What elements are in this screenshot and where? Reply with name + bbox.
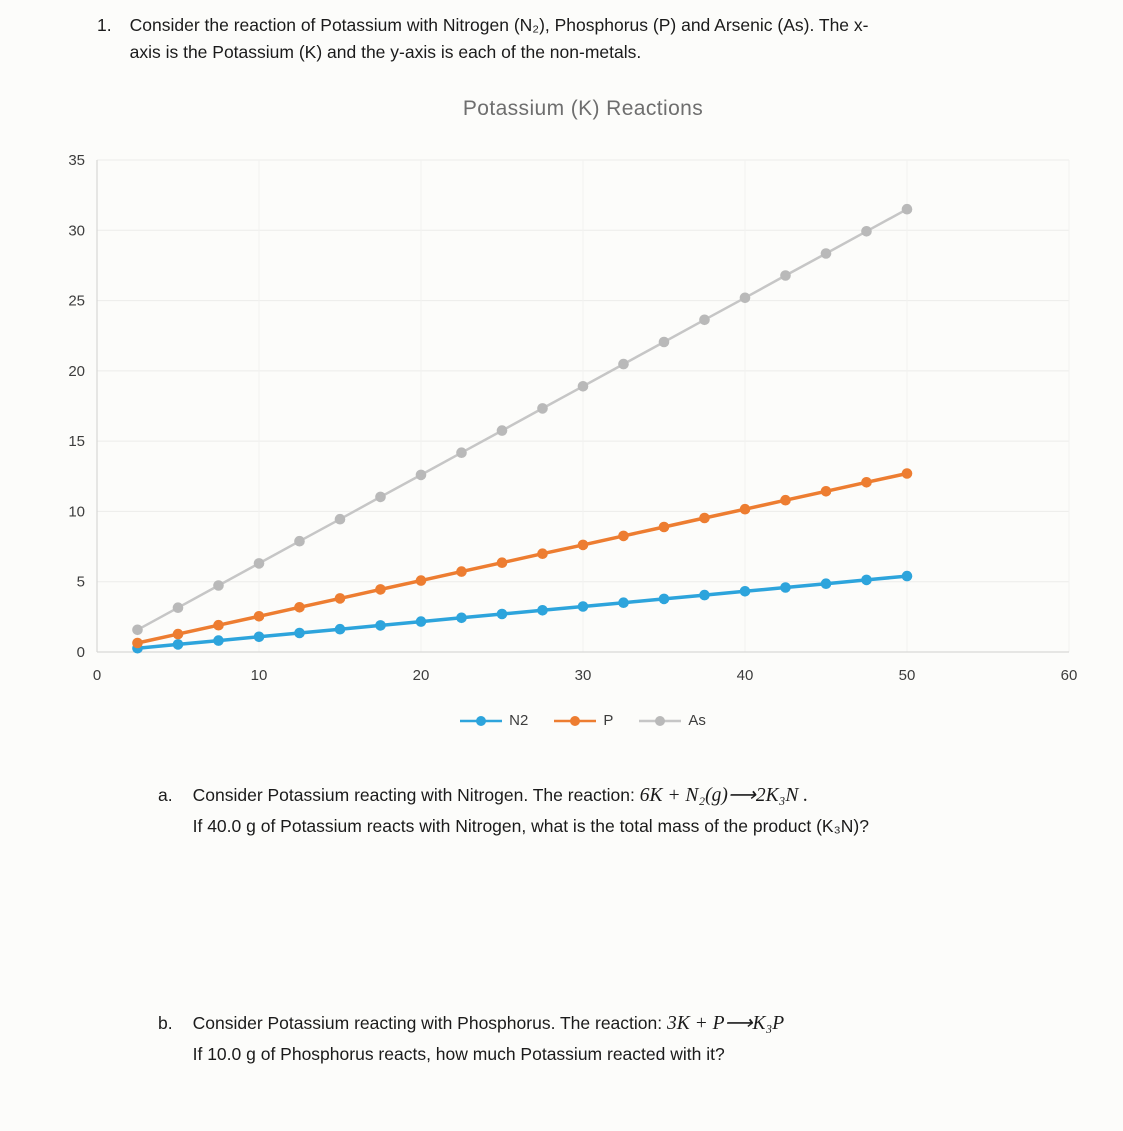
- svg-text:15: 15: [68, 433, 85, 451]
- svg-text:0: 0: [92, 667, 102, 684]
- part-b-line-2: If 10.0 g of Phosphorus reacts, how much Potassium reacted with it?: [192, 1044, 725, 1064]
- svg-text:10: 10: [68, 503, 85, 521]
- svg-text:10: 10: [250, 667, 268, 684]
- legend-marker-icon: [639, 715, 681, 727]
- chart-legend: [40, 712, 1110, 729]
- svg-text:0: 0: [76, 644, 85, 661]
- legend-marker-icon: [554, 715, 596, 727]
- svg-text:30: 30: [68, 222, 85, 240]
- svg-text:40: 40: [736, 667, 754, 684]
- svg-text:20: 20: [68, 362, 85, 380]
- svg-text:20: 20: [412, 667, 430, 684]
- legend-item-p: [554, 712, 613, 729]
- legend-item-as: [639, 712, 706, 729]
- legend-label: N2: [509, 712, 529, 729]
- question-text-line-2: axis is the Potassium (K) and the y-axis is each of the non-metals.: [129, 42, 642, 62]
- legend-label: P: [603, 712, 614, 729]
- part-b-label: b.: [158, 1013, 173, 1033]
- chart-title: Potassium (K) Reactions: [462, 97, 704, 120]
- legend-item-n2: [460, 712, 528, 729]
- part-a-text: [193, 780, 869, 842]
- part-a-line-1: [193, 780, 869, 811]
- legend-marker-icon: [460, 715, 502, 727]
- svg-text:50: 50: [898, 667, 916, 684]
- svg-text:25: 25: [68, 292, 85, 310]
- question-part-a: [158, 780, 869, 842]
- question-text: [130, 12, 869, 66]
- svg-text:5: 5: [76, 573, 85, 591]
- part-a-label: a.: [158, 785, 173, 805]
- question-part-b: [158, 1008, 784, 1070]
- part-a-formula: 6K + N₂(g)⟶2K₃N .: [639, 785, 809, 806]
- legend-label: As: [688, 712, 706, 729]
- part-b-text: [193, 1008, 785, 1070]
- part-a-line-2: If 40.0 g of Potassium reacts with Nitrogen, what is the total mass of the product (K₃N)?: [192, 816, 869, 836]
- svg-text:60: 60: [1060, 667, 1078, 684]
- svg-text:35: 35: [68, 152, 85, 169]
- part-b-line-1: [193, 1008, 785, 1039]
- question-1: [97, 12, 868, 66]
- question-number: 1.: [97, 15, 112, 35]
- chart-canvas: [40, 128, 1110, 698]
- part-b-line-1-text: Consider Potassium reacting with Phosphorus. The reaction:: [192, 1013, 667, 1033]
- svg-text:30: 30: [574, 667, 592, 684]
- part-a-line-1-text: Consider Potassium reacting with Nitrogen. The reaction:: [192, 785, 640, 805]
- chart-potassium-reactions: [40, 96, 1110, 729]
- question-text-line-1: Consider the reaction of Potassium with Nitrogen (N₂), Phosphorus (P) and Arsenic (As). The x-: [129, 15, 869, 35]
- part-b-formula: 3K + P⟶K₃P: [666, 1013, 785, 1034]
